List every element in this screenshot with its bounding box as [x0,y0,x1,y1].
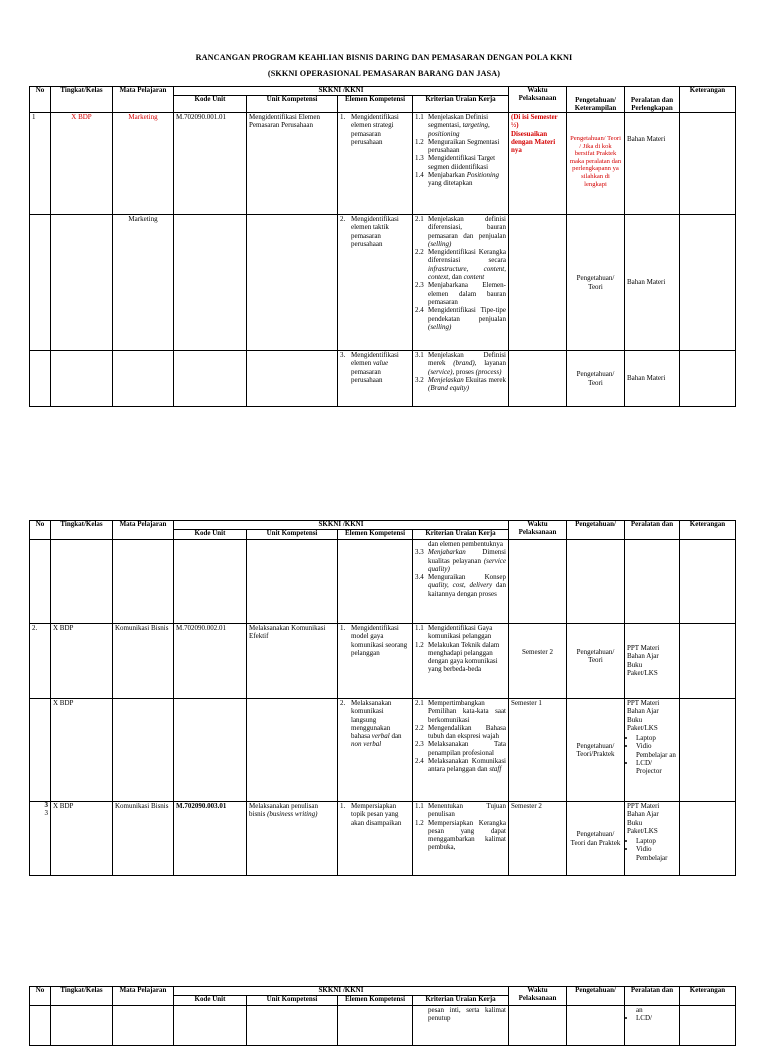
table-row [30,624,736,699]
header-keterangan: Keterangan [680,987,736,1006]
curriculum-table-page-3 [29,986,736,1046]
cell-kriteria: 1.1 Menentukan Tujuan penulisan 1.2 Mempersiapkan Kerangka pesan yang dapat menggambarkan kalimat pembuka, [413,802,509,876]
header-peralatan: Peralatan dan [625,987,680,1006]
header-tingkat: Tingkat/Kelas [51,987,113,1006]
cell-elemen: 1. Mengidentifikasi elemen strategi pemasaran perusahaan [338,113,413,215]
table-row [30,113,736,215]
bullet-item: • Vidio Pembelajar [636,845,677,862]
cell-pengetahuan: Pengetahuan/ Teori/Praktek [567,699,625,802]
document-title: RANCANGAN PROGRAM KEAHLIAN BISNIS DARING DAN PEMASARAN DENGAN POLA KKNI [195,53,573,62]
header-keterangan: Keterangan [680,521,736,540]
header-keterangan: Keterangan [680,87,736,113]
cell-tingkat: X BDP [51,113,113,215]
bullet-item: • Vidio Pembelajar an [636,742,677,759]
table-row [30,215,736,351]
header-waktu: Waktu Pelaksanaan [509,521,567,540]
cell-unit: Melaksanakan Komunikasi Efektif [247,624,338,699]
bullet-item: • Laptop [636,837,677,845]
cell-elemen: 2. Mengidentifikasi elemen taktik pemasaran perusahaan [338,215,413,351]
cell-mapel: Komunikasi Bisnis [113,802,174,876]
cell-elemen: 1. Mempersiapkan topik pesan yang akan disampaikan [338,802,413,876]
header-unit: Unit Kompetensi [247,996,338,1006]
cell-tingkat: X BDP [51,802,113,876]
header-pengetahuan: Pengetahuan/ [567,987,625,1006]
cell-peralatan: Bahan Materi [625,351,680,407]
cell-unit: Melaksanakan penulisan bisnis (business writing) [247,802,338,876]
curriculum-table-page-1 [29,86,736,407]
cell-kode: M.702090.001.01 [174,113,247,215]
table-row [30,351,736,407]
cell-waktu: Semester 1 [509,699,567,802]
header-waktu: Waktu Pelaksanaan [509,987,567,1006]
header-tingkat: Tingkat/Kelas [51,521,113,540]
cell-keterangan [680,113,736,215]
cell-peralatan: Bahan Materi [625,113,680,215]
cell-no: 2. [30,624,51,699]
cell-elemen: 3. Mengidentifikasi elemen value pemasaran perusahaan [338,351,413,407]
cell-no: 3 3 [30,802,51,876]
bullet-item: • Laptop [636,734,677,742]
header-no: No [30,987,51,1006]
header-elemen: Elemen Kompetensi [338,96,413,113]
cell-tingkat: X BDP [51,624,113,699]
header-kriteria: Kriterian Uraian Kerja [413,530,509,540]
cell-kriteria: 2.1 Menjelaskan definisi diferensiasi, bauran pemasaran dan penjualan (selling) 2.2 Mengidentifikasi Kerangka diferensiasi secara infrastructure, content, context, dan content 2.3 Menjabarkana Elemen-elemen dalam bauran pemasaran 2.4 Mengidentifikasi Tipe-tipe pendekatan penjualan (selling) [413,215,509,351]
header-peralatan: Peralatan dan [625,521,680,540]
header-kriteria: Kriterian Uraian Kerja [413,996,509,1006]
table-row [30,1006,736,1046]
cell-kriteria: 1.1 Menjelaskan Definisi segmentasi, targeting, positioning 1.2 Menguraikan Segmentasi perusahaan 1.3 Mengidentifikasi Target segmen diidentifikasi 1.4 Menjabarkan Positioning yang ditetapkan [413,113,509,215]
cell-peralatan: PPT Materi Bahan Ajar Buku Paket/LKS • Laptop • Vidio Pembelajar an • LCD/ Projector [625,699,680,802]
cell-no: 1 [30,113,51,215]
header-mapel: Mata Pelajaran [113,987,174,1006]
cell-unit: Mengidentifikasi Elemen Pemasaran Perusahaan [247,113,338,215]
header-skkni-group: SKKNI /KKNI [174,987,509,996]
header-unit: Unit Kompetensi [247,96,338,113]
cell-pengetahuan: Pengetahuan/ Teori / Jika di kok bersifat Praktek maka peralatan dan perlengkapann ya silahkan di lengkapi [567,113,625,215]
header-elemen: Elemen Kompetensi [338,530,413,540]
header-elemen: Elemen Kompetensi [338,996,413,1006]
cell-kode: M.702090.003.01 [174,802,247,876]
cell-pengetahuan: Pengetahuan/ Teori [567,351,625,407]
cell-kriteria: 3.1 Menjelaskan Definisi merek (brand), layanan (service), proses (process) 3.2 Menjelaskan Ekuitas merek (Brand equity) [413,351,509,407]
curriculum-table-page-2 [29,520,736,876]
header-kode: Kode Unit [174,996,247,1006]
cell-kriteria: 2.1 Mempertimbangkan Pemilihan kata-kata saat berkomunikasi 2.2 Mengendalikan Bahasa tubuh dan ekspresi wajah 2.3 Melaksanakan Tata penampilan profesional 2.4 Melaksanakan Komunikasi antara pelanggan dan staff [413,699,509,802]
header-no: No [30,521,51,540]
cell-peralatan: PPT Materi Bahan Ajar Buku Paket/LKS [625,624,680,699]
cell-kriteria: pesan inti, serta kalimat penutup [413,1006,509,1046]
table-row [30,699,736,802]
cell-mapel: Komunikasi Bisnis [113,624,174,699]
header-mapel: Mata Pelajaran [113,521,174,540]
header-kode: Kode Unit [174,96,247,113]
cell-peralatan: Bahan Materi [625,215,680,351]
cell-kriteria: 1.1 Mengidentifikasi Gaya komunikasi pelanggan 1.2 Melakukan Teknik dalam menghadapi pelanggan dengan gaya komunikasi yang berbeda-beda [413,624,509,699]
cell-kode: M.702090.002.01 [174,624,247,699]
header-mapel: Mata Pelajaran [113,87,174,113]
header-peralatan: Peralatan dan Perlengkapan [625,87,680,113]
cell-elemen: 2. Melaksanakan komunikasi langsung menggunakan bahasa verbal dan non verbal [338,699,413,802]
cell-waktu: (Di isi Semester ½) Disesuaikan dengan Materi nya [509,113,567,215]
cell-pengetahuan: Pengetahuan/ Teori [567,215,625,351]
cell-tingkat: X BDP [51,699,113,802]
bullet-item: • LCD/ [636,1014,677,1022]
header-kode: Kode Unit [174,530,247,540]
header-unit: Unit Kompetensi [247,530,338,540]
cell-peralatan: an • LCD/ [625,1006,680,1046]
header-no: No [30,87,51,113]
table-row [30,802,736,876]
header-kriteria: Kriterian Uraian Kerja [413,96,509,113]
cell-mapel: Marketing [113,113,174,215]
cell-pengetahuan: Pengetahuan/ Teori [567,624,625,699]
header-skkni-group: SKKNI /KKNI [174,521,509,530]
cell-peralatan: PPT Materi Bahan Ajar Buku Paket/LKS • Laptop • Vidio Pembelajar [625,802,680,876]
cell-kriteria: dan elemen pembentuknya 3.3 Menjabarkan Dimensi kualitas pelayanan (service quality) 3.4 Menguraikan Konsep quality, cost, delivery dan kaitannya dengan proses [413,540,509,624]
cell-waktu: Semester 2 [509,624,567,699]
cell-mapel: Marketing [113,215,174,351]
table-row [30,540,736,624]
bullet-item: • LCD/ Projector [636,759,677,776]
header-pengetahuan: Pengetahuan/ [567,521,625,540]
cell-pengetahuan: Pengetahuan/ Teori dan Praktek [567,802,625,876]
header-skkni-group: SKKNI /KKNI [174,87,509,96]
header-pengetahuan: Pengetahuan/ Keterampilan [567,87,625,113]
header-tingkat: Tingkat/Kelas [51,87,113,113]
document-subtitle: (SKKNI OPERASIONAL PEMASARAN BARANG DAN JASA) [267,69,501,78]
cell-waktu: Semester 2 [509,802,567,876]
header-waktu: Waktu Pelaksanaan [509,87,567,113]
cell-elemen: 1. Mengidentifikasi model gaya komunikasi seorang pelanggan [338,624,413,699]
